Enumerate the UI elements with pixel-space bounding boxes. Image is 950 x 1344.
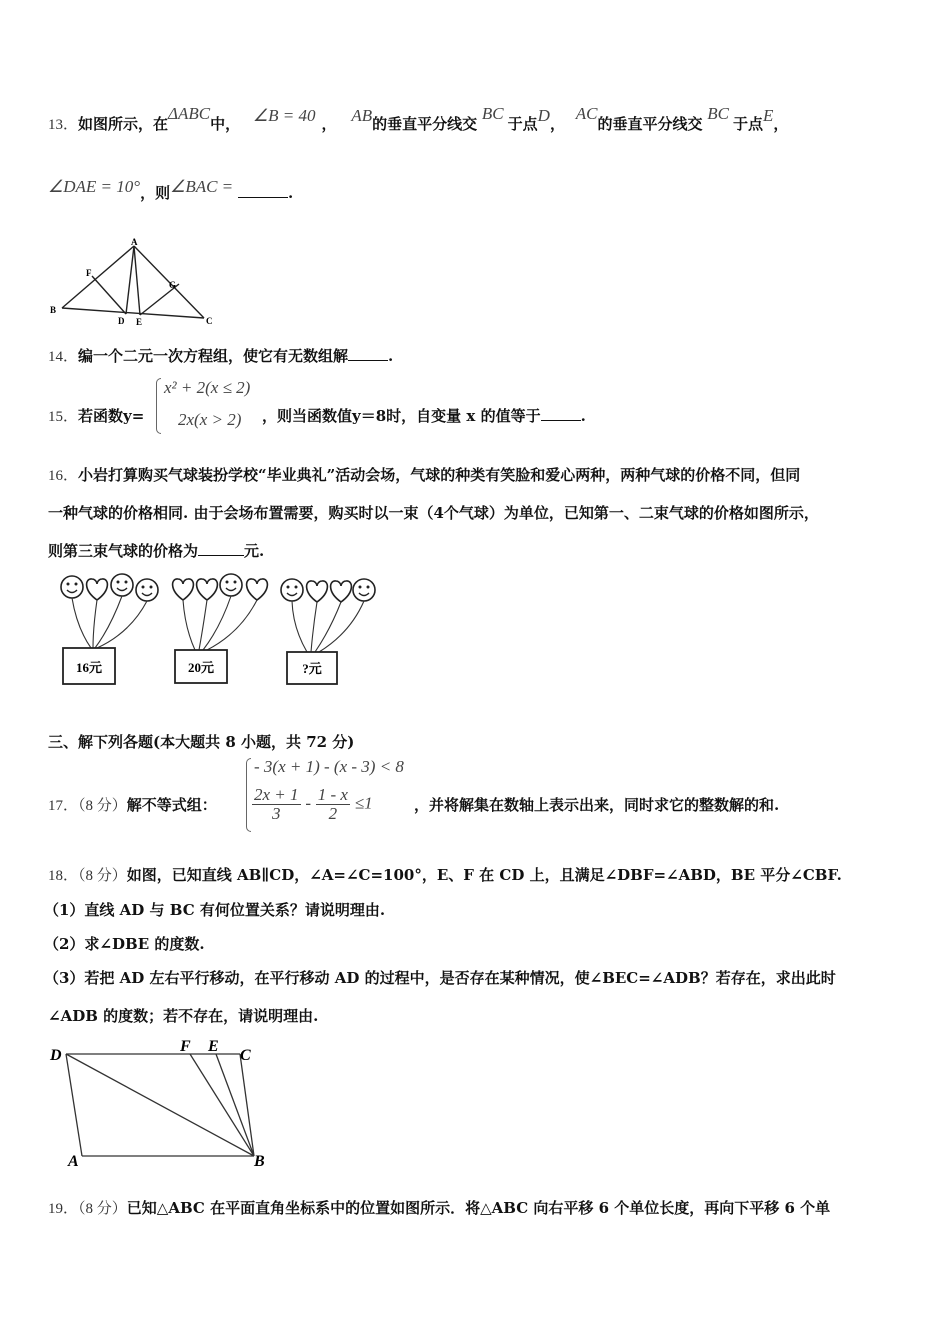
- q14: 14．编一个二元一次方程组，使它有无数组解 .: [48, 347, 394, 365]
- q13-label-g: G: [169, 280, 177, 290]
- q18-sub3b: ∠ADB 的度数；若不存在，请说明理由.: [48, 1007, 319, 1025]
- q15-label: 15．若函数y=: [48, 407, 145, 425]
- q13-segment-ad: [126, 246, 134, 314]
- heart-balloon-icon: [87, 579, 108, 600]
- heart-balloon-icon: [173, 579, 194, 600]
- q18-label-b: B: [254, 1153, 265, 1169]
- q15-answer-blank: [541, 406, 581, 421]
- q16-bunch-3: [281, 579, 375, 684]
- q18-label-a: A: [68, 1153, 79, 1169]
- q16-line1: 16．小岩打算购买气球装扮学校“毕业典礼”活动会场，气球的种类有笑脸和爱心两种，两种气球的价格不同，但同: [48, 466, 801, 484]
- q17-fraction-1: $\frac{2x + 1}{3}$: [254, 785, 299, 823]
- section3-title: 三、解下列各题(本大题共 8 小题，共 72 分): [48, 733, 355, 751]
- q17-brace: [246, 758, 251, 832]
- q18-parallelogram-figure: [44, 1034, 284, 1169]
- smiley-balloon-icon: [281, 579, 303, 601]
- q18-sub1: （1）直线 AD 与 BC 有何位置关系？请说明理由.: [44, 901, 386, 919]
- q16-balloon-figure: [55, 568, 385, 688]
- q13-label-d: D: [118, 316, 125, 326]
- q18-label-f: F: [180, 1038, 191, 1055]
- q13-bisector-ab: [92, 276, 126, 314]
- q18-line-da: [66, 1054, 82, 1156]
- q13-label-e: E: [136, 317, 143, 327]
- q17-fraction-2: $\frac{1 - x}{2}$: [317, 785, 348, 823]
- q17-inequality-1: - 3(x + 1) - (x - 3) < 8: [254, 757, 404, 776]
- q19-number: 19．: [48, 1201, 79, 1217]
- smiley-balloon-icon: [136, 579, 158, 601]
- q13-answer-blank: [238, 183, 288, 198]
- q15-brace: [156, 378, 161, 434]
- q16-price-1: 16元: [75, 660, 103, 675]
- q15-number: 15．: [48, 409, 79, 425]
- q18-line-db: [66, 1054, 254, 1156]
- smiley-balloon-icon: [353, 579, 375, 601]
- q13-triangle-figure: [44, 236, 224, 331]
- q13-side-ab: [62, 246, 134, 308]
- q13-label-a: A: [131, 237, 138, 247]
- q13-line1: 13．如图所示，在ΔABC中， ∠B = 40 ， AB的垂直平分线交 BC于点D， AC的垂直平分线交 BC于点E，: [48, 104, 789, 133]
- q18-label-e: E: [208, 1038, 219, 1055]
- q17-inequality-2: $\frac{2x + 1}{3}$ - $\frac{1 - x}{2}$ ≤1: [254, 785, 373, 823]
- smiley-balloon-icon: [61, 576, 83, 598]
- q18-label-c: C: [240, 1047, 251, 1064]
- q13-label-c: C: [206, 316, 213, 326]
- q13-segment-ae: [134, 246, 140, 315]
- q18-line-cb: [240, 1054, 254, 1156]
- q14-number: 14．: [48, 349, 79, 365]
- q17-label: 17．（8 分）解不等式组：: [48, 796, 217, 814]
- q16-price-2: 20元: [187, 660, 215, 675]
- heart-balloon-icon: [331, 581, 352, 602]
- q13-label-f: F: [86, 268, 92, 278]
- heart-balloon-icon: [197, 579, 218, 600]
- q15-text: ，则当函数值y＝8时，自变量 x 的值等于 .: [262, 407, 586, 425]
- q16-line3: 则第三束气球的价格为 元.: [48, 542, 265, 560]
- heart-balloon-icon: [307, 581, 328, 602]
- q16-number: 16．: [48, 468, 79, 484]
- q16-line2: 一种气球的价格相同. 由于会场布置需要，购买时以一束（4个气球）为单位，已知第一、二束气球的价格如图所示，: [48, 504, 819, 522]
- q16-price-3: ?元: [302, 661, 322, 676]
- q13-line2: ∠DAE = 10°，则∠BAC = .: [48, 177, 294, 202]
- q13-number: 13．: [48, 117, 79, 133]
- q18-label-d: D: [50, 1047, 62, 1064]
- q14-answer-blank: [348, 346, 388, 361]
- smiley-balloon-icon: [111, 574, 133, 596]
- q13-label-b: B: [50, 305, 57, 315]
- smiley-balloon-icon: [220, 574, 242, 596]
- q18-line1: 18．（8 分）如图，已知直线 AB∥CD，∠A=∠C=100°，E、F 在 CD 上，且满足∠DBF=∠ABD，BE 平分∠CBF.: [48, 866, 842, 884]
- q16-bunch-1: [61, 574, 158, 684]
- q15-case2: 2x(x > 2): [178, 410, 242, 429]
- q17-text: ，并将解集在数轴上表示出来，同时求它的整数解的和.: [414, 796, 780, 814]
- q16-bunch-2: [173, 574, 268, 683]
- q18-number: 18．: [48, 868, 79, 884]
- q18-sub2: （2）求∠DBE 的度数.: [44, 935, 205, 953]
- q16-answer-blank: [198, 541, 244, 556]
- heart-balloon-icon: [247, 579, 268, 600]
- q13-side-bc: [62, 308, 204, 318]
- q19-line1: 19．（8 分）已知△ABC 在平面直角坐标系中的位置如图所示．将△ABC 向右平移 6 个单位长度，再向下平移 6 个单: [48, 1199, 831, 1217]
- q17-number: 17．: [48, 798, 79, 814]
- q18-sub3a: （3）若把 AD 左右平行移动，在平行移动 AD 的过程中，是否存在某种情况，使∠BEC=∠ADB？若存在，求出此时: [44, 969, 836, 987]
- q15-case1: x² + 2(x ≤ 2): [164, 378, 251, 397]
